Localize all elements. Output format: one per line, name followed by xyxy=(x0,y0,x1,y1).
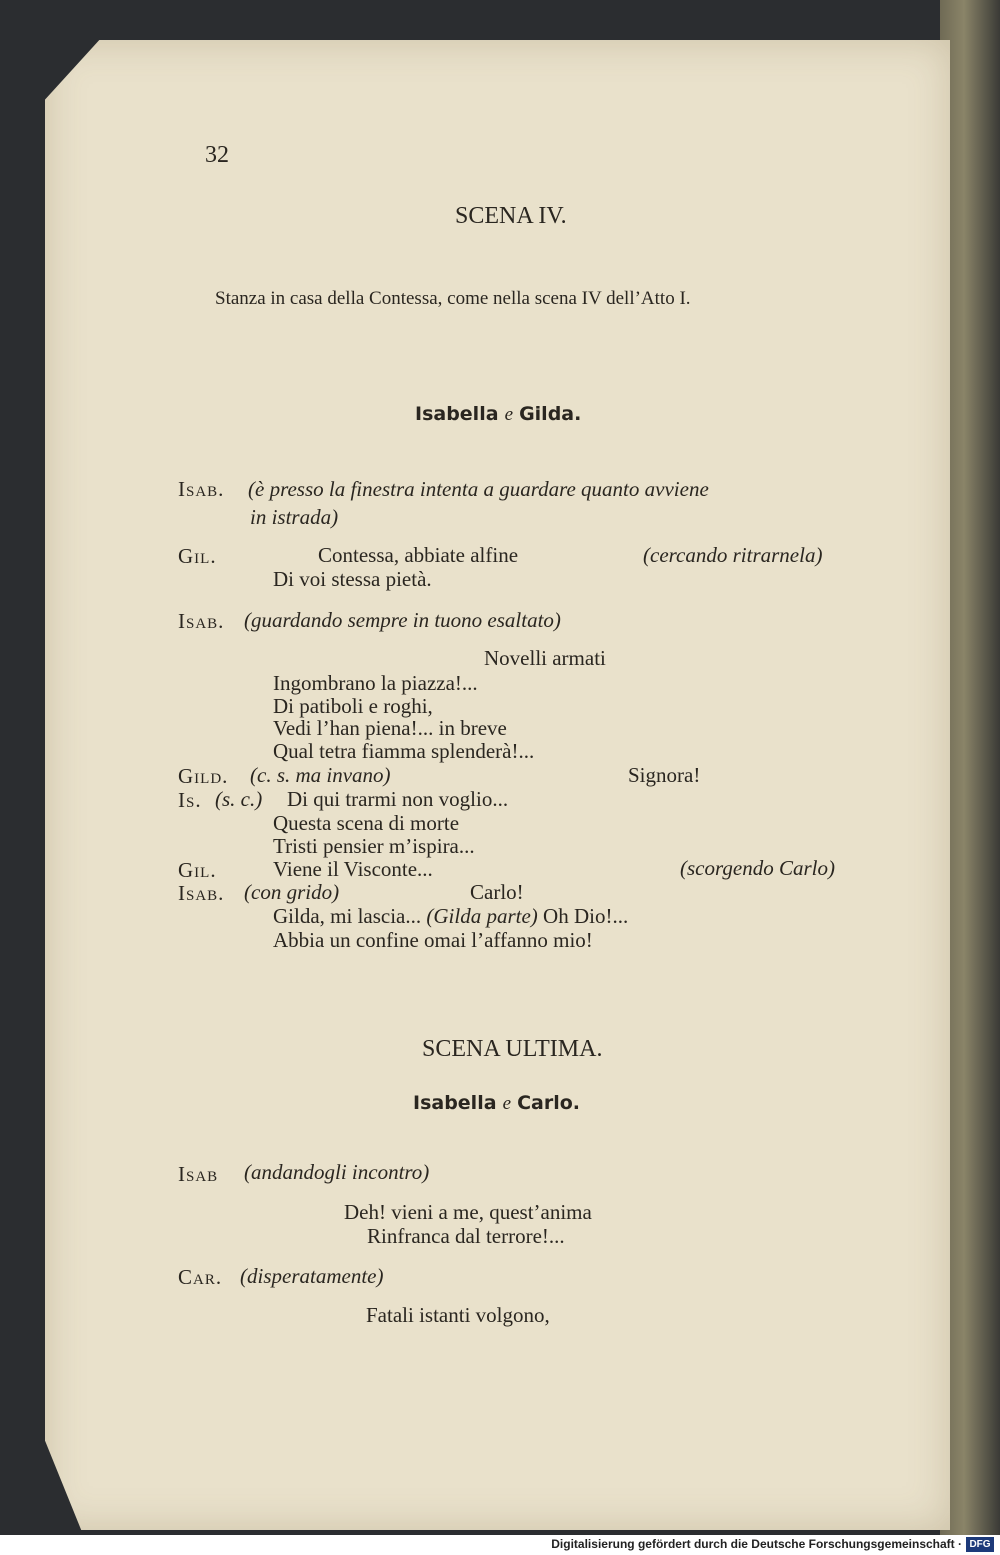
stage-direction: (cercando ritrarnela) xyxy=(643,543,823,567)
speaker-gild: Gild. xyxy=(178,764,229,788)
verse-line: Abbia un confine omai l’affanno mio! xyxy=(273,928,593,952)
character-isabella: Isabella xyxy=(415,403,499,425)
speaker-isab: Isab. xyxy=(178,881,225,905)
scene-ultima-title: SCENA ULTIMA. xyxy=(422,1036,603,1062)
scene-iv-characters xyxy=(415,403,581,426)
verse-line: Viene il Visconte... xyxy=(273,857,433,881)
speaker-isab: Isab. xyxy=(178,609,225,633)
character-carlo: Carlo. xyxy=(517,1092,580,1114)
stage-direction: (scorgendo Carlo) xyxy=(680,856,835,880)
speaker-isab: Isab. xyxy=(178,477,225,501)
stage-direction: (disperatamente) xyxy=(240,1264,384,1288)
stage-direction: (andandogli incontro) xyxy=(244,1160,430,1184)
stage-direction: (c. s. ma invano) xyxy=(250,763,391,787)
character-isabella: Isabella xyxy=(413,1092,497,1114)
verse-line: Di voi stessa pietà. xyxy=(273,567,432,591)
scene-ultima-characters xyxy=(413,1092,580,1115)
verse-line: Ingombrano la piazza!... xyxy=(273,671,478,695)
verse-line: Novelli armati xyxy=(484,646,606,670)
stage-direction: (con grido) xyxy=(244,880,340,904)
footer-credit: Digitalisierung gefördert durch die Deutsche Forschungsgemeinschaft · xyxy=(551,1537,962,1551)
footer-bar xyxy=(0,1535,1000,1555)
verse-line: Tristi pensier m’ispira... xyxy=(273,834,475,858)
page-number: 32 xyxy=(205,142,229,168)
stage-direction: (è presso la finestra intenta a guardare quanto avviene xyxy=(248,477,709,501)
speaker-isab: Isab xyxy=(178,1162,219,1186)
stage-direction: in istrada) xyxy=(250,505,339,529)
verse-line: Fatali istanti volgono, xyxy=(366,1303,550,1327)
scene-iv-title: SCENA IV. xyxy=(455,203,567,229)
stage-direction: (Gilda parte) xyxy=(426,904,538,928)
verse-line: Rinfranca dal terrore!... xyxy=(367,1224,565,1248)
verse-line xyxy=(273,904,628,929)
speaker-is: Is. xyxy=(178,788,202,812)
speaker-gil: Gil. xyxy=(178,858,217,882)
verse-line: Di patiboli e roghi, xyxy=(273,694,433,718)
stage-direction: (guardando sempre in tuono esaltato) xyxy=(244,608,561,632)
verse-line: Contessa, abbiate alfine xyxy=(318,543,519,567)
characters-conjunction: e xyxy=(504,404,514,425)
speaker-gil: Gil. xyxy=(178,544,217,568)
scene-iv-setting: Stanza in casa della Contessa, come nella scena IV dell’Atto I. xyxy=(215,288,691,309)
verse-line: Vedi l’han piena!... in breve xyxy=(273,716,507,740)
verse-line: Qual tetra fiamma splenderà!... xyxy=(273,739,535,763)
verse-line: Deh! vieni a me, quest’anima xyxy=(344,1200,592,1224)
stage-direction: (s. c.) xyxy=(215,787,263,811)
verse-line: Carlo! xyxy=(470,880,524,904)
verse-fragment: Gilda, mi lascia... xyxy=(273,904,422,928)
dfg-logo: DFG xyxy=(966,1537,994,1552)
verse-line: Signora! xyxy=(628,763,701,787)
speaker-car: Car. xyxy=(178,1265,223,1289)
verse-line: Di qui trarmi non voglio... xyxy=(287,787,509,811)
character-gilda: Gilda. xyxy=(519,403,582,425)
verse-fragment: Oh Dio!... xyxy=(543,904,629,928)
verse-line: Questa scena di morte xyxy=(273,811,460,835)
characters-conjunction: e xyxy=(502,1093,512,1114)
